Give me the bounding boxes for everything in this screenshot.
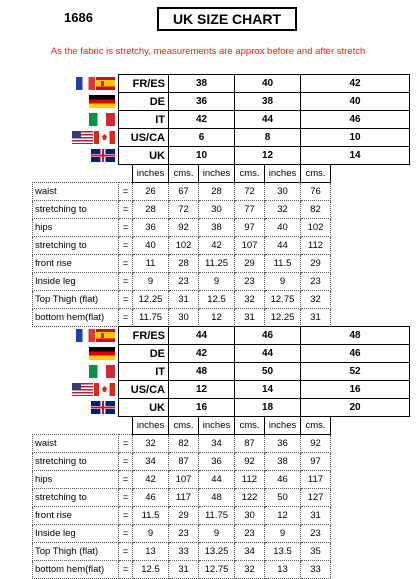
- measurement-row: [33, 453, 410, 471]
- size-value: 6: [169, 129, 235, 147]
- product-code: 1686: [64, 10, 93, 25]
- size-value: 36: [169, 93, 235, 111]
- measurement-label: stretching to: [33, 201, 119, 219]
- equals-sign: =: [119, 183, 133, 201]
- region-label: DE: [119, 345, 169, 363]
- equals-sign: =: [119, 507, 133, 525]
- unit-header: cms.: [169, 165, 199, 183]
- measurement-value: 36: [265, 435, 301, 453]
- size-value: 52: [301, 363, 410, 381]
- measurement-value: 13.5: [265, 543, 301, 561]
- region-label: IT: [119, 111, 169, 129]
- measurement-value: 107: [169, 471, 199, 489]
- size-value: 48: [301, 327, 410, 345]
- usa-flag-icon: [72, 131, 93, 144]
- units-blank: [33, 417, 133, 435]
- size-value: 8: [235, 129, 301, 147]
- measurement-value: 29: [169, 507, 199, 525]
- size-value: 42: [169, 345, 235, 363]
- measurement-row: [33, 201, 410, 219]
- measurement-value: 46: [265, 471, 301, 489]
- measurement-value: 72: [235, 183, 265, 201]
- measurement-value: 12.75: [199, 561, 235, 579]
- size-row-us-ca: [33, 129, 410, 147]
- flag-cell: [33, 111, 119, 129]
- france-flag-icon: [76, 77, 95, 90]
- measurement-value: 13: [265, 561, 301, 579]
- flag-cell: [33, 363, 119, 381]
- size-row-uk: [33, 147, 410, 165]
- measurement-value: 11.5: [133, 507, 169, 525]
- uk-flag-icon: [91, 401, 115, 414]
- equals-sign: =: [119, 291, 133, 309]
- measurement-label: bottom hem(flat): [33, 561, 119, 579]
- measurement-value: 11.5: [265, 255, 301, 273]
- measurement-value: 13.25: [199, 543, 235, 561]
- measurement-row: [33, 435, 410, 453]
- measurement-value: 107: [235, 237, 265, 255]
- measurement-value: 13: [133, 543, 169, 561]
- measurement-row: [33, 309, 410, 327]
- measurement-value: 30: [265, 183, 301, 201]
- size-value: 44: [235, 111, 301, 129]
- unit-header: inches: [133, 417, 169, 435]
- measurement-label: hips: [33, 471, 119, 489]
- measurement-value: 31: [301, 507, 331, 525]
- measurement-value: 46: [133, 489, 169, 507]
- measurement-row: [33, 471, 410, 489]
- unit-header: cms.: [301, 165, 331, 183]
- page-header: [0, 4, 416, 32]
- measurement-value: 92: [301, 435, 331, 453]
- size-row-de: [33, 345, 410, 363]
- size-row-it: [33, 111, 410, 129]
- measurement-value: 29: [235, 255, 265, 273]
- measurement-value: 97: [235, 219, 265, 237]
- germany-flag-icon: [89, 95, 115, 108]
- region-label: DE: [119, 93, 169, 111]
- equals-sign: =: [119, 435, 133, 453]
- measurement-value: 11.75: [133, 309, 169, 327]
- italy-flag-icon: [89, 113, 115, 126]
- measurement-value: 50: [265, 489, 301, 507]
- size-value: 48: [169, 363, 235, 381]
- measurement-value: 12: [199, 309, 235, 327]
- measurement-value: 33: [169, 543, 199, 561]
- equals-sign: =: [119, 471, 133, 489]
- equals-sign: =: [119, 561, 133, 579]
- stretch-note: As the fabric is stretchy, measurements are approx before and after stretch: [50, 46, 366, 57]
- measurement-label: hips: [33, 219, 119, 237]
- measurement-value: 122: [235, 489, 265, 507]
- measurement-label: Top Thigh (flat): [33, 543, 119, 561]
- flag-cell: [33, 147, 119, 165]
- measurement-label: waist: [33, 435, 119, 453]
- flag-cell: [33, 75, 119, 93]
- measurement-value: 48: [199, 489, 235, 507]
- measurement-value: 12: [265, 507, 301, 525]
- measurement-value: 32: [133, 435, 169, 453]
- measurement-value: 77: [235, 201, 265, 219]
- region-label: UK: [119, 147, 169, 165]
- france-flag-icon: [76, 329, 95, 342]
- equals-sign: =: [119, 489, 133, 507]
- measurement-value: 34: [133, 453, 169, 471]
- measurement-value: 33: [301, 561, 331, 579]
- measurement-value: 12.5: [133, 561, 169, 579]
- measurement-row: [33, 273, 410, 291]
- measurement-label: front rise: [33, 507, 119, 525]
- equals-sign: =: [119, 309, 133, 327]
- measurement-value: 32: [235, 561, 265, 579]
- measurement-row: [33, 525, 410, 543]
- spain-flag-icon: [96, 329, 115, 342]
- size-row-uk: [33, 399, 410, 417]
- measurement-value: 23: [169, 525, 199, 543]
- measurement-value: 9: [265, 273, 301, 291]
- size-row-fr-es: [33, 75, 410, 93]
- measurement-row: [33, 183, 410, 201]
- measurement-value: 117: [169, 489, 199, 507]
- measurement-value: 12.25: [133, 291, 169, 309]
- measurement-value: 31: [235, 309, 265, 327]
- measurement-value: 67: [169, 183, 199, 201]
- measurement-value: 82: [301, 201, 331, 219]
- flag-cell: [33, 381, 119, 399]
- measurement-value: 102: [169, 237, 199, 255]
- units-row: [33, 417, 410, 435]
- equals-sign: =: [119, 453, 133, 471]
- size-value: 44: [169, 327, 235, 345]
- size-value: 42: [301, 75, 410, 93]
- measurement-value: 97: [301, 453, 331, 471]
- unit-header: inches: [265, 165, 301, 183]
- measurement-label: Top Thigh (flat): [33, 291, 119, 309]
- measurement-label: front rise: [33, 255, 119, 273]
- unit-header: cms.: [235, 417, 265, 435]
- size-chart-table-2: [32, 326, 410, 579]
- measurement-value: 11.75: [199, 507, 235, 525]
- size-row-us-ca: [33, 381, 410, 399]
- chart-title: UK SIZE CHART: [157, 7, 297, 31]
- size-value: 46: [235, 327, 301, 345]
- measurement-label: bottom hem(flat): [33, 309, 119, 327]
- measurement-value: 23: [169, 273, 199, 291]
- measurement-value: 28: [199, 183, 235, 201]
- size-value: 38: [235, 93, 301, 111]
- measurement-value: 87: [235, 435, 265, 453]
- units-row: [33, 165, 410, 183]
- size-value: 12: [169, 381, 235, 399]
- measurement-row: [33, 219, 410, 237]
- region-label: US/CA: [119, 129, 169, 147]
- measurement-value: 32: [301, 291, 331, 309]
- equals-sign: =: [119, 543, 133, 561]
- size-value: 40: [235, 75, 301, 93]
- measurement-label: stretching to: [33, 453, 119, 471]
- germany-flag-icon: [89, 347, 115, 360]
- measurement-value: 30: [199, 201, 235, 219]
- size-value: 44: [235, 345, 301, 363]
- flag-cell: [33, 327, 119, 345]
- canada-flag-icon: [94, 383, 115, 396]
- unit-header: inches: [199, 417, 235, 435]
- italy-flag-icon: [89, 365, 115, 378]
- flag-cell: [33, 345, 119, 363]
- region-label: FR/ES: [119, 327, 169, 345]
- measurement-value: 102: [301, 219, 331, 237]
- measurement-value: 11.25: [199, 255, 235, 273]
- size-value: 20: [301, 399, 410, 417]
- measurement-label: stretching to: [33, 237, 119, 255]
- measurement-value: 12.25: [265, 309, 301, 327]
- measurement-row: [33, 561, 410, 579]
- uk-flag-icon: [91, 149, 115, 162]
- measurement-row: [33, 291, 410, 309]
- flag-cell: [33, 129, 119, 147]
- measurement-label: stretching to: [33, 489, 119, 507]
- equals-sign: =: [119, 273, 133, 291]
- measurement-value: 40: [133, 237, 169, 255]
- measurement-label: Inside leg: [33, 525, 119, 543]
- equals-sign: =: [119, 255, 133, 273]
- measurement-value: 76: [301, 183, 331, 201]
- size-row-it: [33, 363, 410, 381]
- measurement-value: 31: [169, 291, 199, 309]
- measurement-value: 112: [301, 237, 331, 255]
- measurement-value: 42: [199, 237, 235, 255]
- measurement-row: [33, 489, 410, 507]
- usa-flag-icon: [72, 383, 93, 396]
- measurement-value: 9: [265, 525, 301, 543]
- flag-cell: [33, 93, 119, 111]
- measurement-value: 117: [301, 471, 331, 489]
- measurement-value: 32: [235, 291, 265, 309]
- measurement-label: Inside leg: [33, 273, 119, 291]
- unit-header: inches: [199, 165, 235, 183]
- size-row-fr-es: [33, 327, 410, 345]
- units-blank: [33, 165, 133, 183]
- measurement-value: 92: [169, 219, 199, 237]
- measurement-value: 34: [235, 543, 265, 561]
- measurement-value: 44: [265, 237, 301, 255]
- measurement-value: 30: [235, 507, 265, 525]
- measurement-value: 40: [265, 219, 301, 237]
- measurement-value: 23: [301, 525, 331, 543]
- measurement-value: 82: [169, 435, 199, 453]
- size-row-de: [33, 93, 410, 111]
- size-value: 18: [235, 399, 301, 417]
- measurement-value: 36: [133, 219, 169, 237]
- unit-header: inches: [133, 165, 169, 183]
- measurement-value: 26: [133, 183, 169, 201]
- measurement-value: 9: [133, 273, 169, 291]
- size-value: 14: [235, 381, 301, 399]
- unit-header: cms.: [301, 417, 331, 435]
- unit-header: cms.: [169, 417, 199, 435]
- size-value: 12: [235, 147, 301, 165]
- measurement-value: 112: [235, 471, 265, 489]
- region-label: US/CA: [119, 381, 169, 399]
- measurement-value: 12.75: [265, 291, 301, 309]
- equals-sign: =: [119, 525, 133, 543]
- measurement-value: 23: [235, 273, 265, 291]
- measurement-value: 44: [199, 471, 235, 489]
- size-value: 50: [235, 363, 301, 381]
- equals-sign: =: [119, 219, 133, 237]
- measurement-value: 9: [199, 273, 235, 291]
- unit-header: cms.: [235, 165, 265, 183]
- measurement-value: 29: [301, 255, 331, 273]
- measurement-value: 36: [199, 453, 235, 471]
- measurement-value: 92: [235, 453, 265, 471]
- size-value: 40: [301, 93, 410, 111]
- measurement-value: 9: [199, 525, 235, 543]
- size-value: 10: [301, 129, 410, 147]
- measurement-value: 34: [199, 435, 235, 453]
- measurement-value: 9: [133, 525, 169, 543]
- measurement-value: 72: [169, 201, 199, 219]
- measurement-value: 35: [301, 543, 331, 561]
- measurement-row: [33, 543, 410, 561]
- measurement-label: waist: [33, 183, 119, 201]
- region-label: UK: [119, 399, 169, 417]
- measurement-value: 127: [301, 489, 331, 507]
- measurement-row: [33, 255, 410, 273]
- size-value: 46: [301, 345, 410, 363]
- size-value: 14: [301, 147, 410, 165]
- size-value: 16: [169, 399, 235, 417]
- size-value: 16: [301, 381, 410, 399]
- size-chart-table-1: [32, 74, 410, 327]
- flag-cell: [33, 399, 119, 417]
- measurement-value: 31: [169, 561, 199, 579]
- measurement-value: 42: [133, 471, 169, 489]
- measurement-value: 23: [301, 273, 331, 291]
- size-value: 10: [169, 147, 235, 165]
- measurement-value: 11: [133, 255, 169, 273]
- size-value: 42: [169, 111, 235, 129]
- measurement-value: 31: [301, 309, 331, 327]
- measurement-value: 28: [169, 255, 199, 273]
- measurement-value: 28: [133, 201, 169, 219]
- unit-header: inches: [265, 417, 301, 435]
- measurement-value: 38: [265, 453, 301, 471]
- equals-sign: =: [119, 237, 133, 255]
- measurement-value: 87: [169, 453, 199, 471]
- canada-flag-icon: [94, 131, 115, 144]
- measurement-row: [33, 237, 410, 255]
- measurement-value: 38: [199, 219, 235, 237]
- measurement-row: [33, 507, 410, 525]
- spain-flag-icon: [96, 77, 115, 90]
- region-label: IT: [119, 363, 169, 381]
- measurement-value: 30: [169, 309, 199, 327]
- size-value: 46: [301, 111, 410, 129]
- region-label: FR/ES: [119, 75, 169, 93]
- measurement-value: 12.5: [199, 291, 235, 309]
- size-value: 38: [169, 75, 235, 93]
- equals-sign: =: [119, 201, 133, 219]
- measurement-value: 23: [235, 525, 265, 543]
- measurement-value: 32: [265, 201, 301, 219]
